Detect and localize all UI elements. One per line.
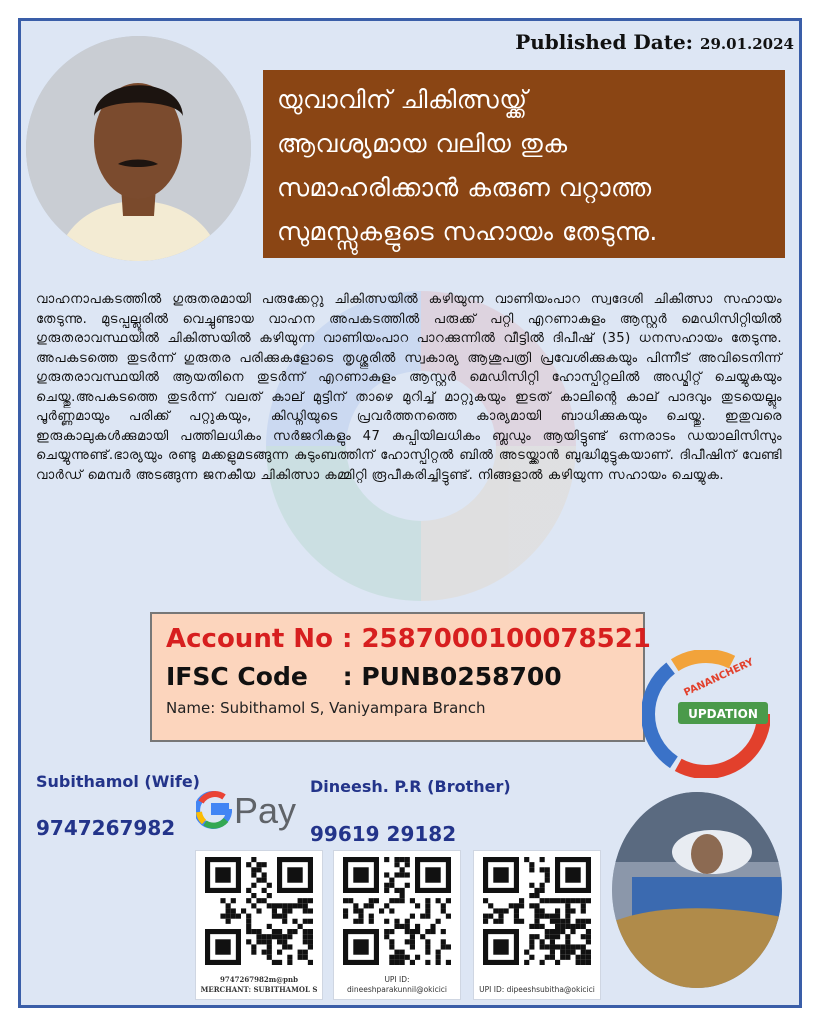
logo-top-text: PANANCHERY <box>682 656 756 699</box>
brother-phone[interactable]: 99619 29182 <box>310 822 457 846</box>
patient-photo <box>612 792 782 988</box>
published-label: Published Date: <box>515 30 694 54</box>
qr-pattern-icon <box>343 857 451 965</box>
qr-3-caption-1: UPI ID: dipeeshsubitha@okicici <box>479 985 595 994</box>
qr-pattern-icon <box>205 857 313 965</box>
google-g-icon <box>196 790 232 830</box>
ifsc-code: PUNB0258700 <box>361 662 562 691</box>
ifsc-line <box>166 662 629 691</box>
brother-label: Dineesh. P.R (Brother) <box>310 777 511 796</box>
wife-label: Subithamol (Wife) <box>36 772 200 791</box>
qr-1-caption-2: MERCHANT: SUBITHAMOL S <box>200 985 318 994</box>
published-date-value: 29.01.2024 <box>700 35 794 53</box>
qr-pattern-icon <box>483 857 591 965</box>
headline-line-1: യുവാവിന് ചികിത്സയ്ക്ക് <box>277 85 528 114</box>
gpay-text: Pay <box>234 790 297 831</box>
ifsc-label: IFSC Code : <box>166 662 362 691</box>
qr-code-2[interactable] <box>333 850 461 1000</box>
qr-1-caption-1: 9747267982m@pnb <box>220 975 298 984</box>
headline-line-4: സുമസ്സുകളുടെ സഹായം തേടുന്നു. <box>277 217 658 246</box>
person-photo <box>26 36 251 261</box>
qr-2-caption-1: UPI ID: dineeshparakunnil@okicici <box>347 975 447 994</box>
account-number: 2587000100078521 <box>361 624 651 654</box>
qr-code-3[interactable] <box>473 850 601 1000</box>
headline-line-3: സമാഹരിക്കാൻ കരുണ വറ്റാത്ത <box>277 173 652 202</box>
wife-phone[interactable]: 9747267982 <box>36 816 176 840</box>
account-label: Account No : <box>166 624 362 654</box>
pananchery-updation-logo <box>642 650 770 778</box>
gpay-logo <box>196 790 306 834</box>
headline-line-2: ആവശ്യമായ വലിയ തുക <box>277 129 568 158</box>
account-holder-name: Name: Subithamol S, Vaniyampara Branch <box>166 699 486 717</box>
published-date <box>515 30 794 54</box>
appeal-body-text: വാഹനാപകടത്തിൽ ഗുരുതരമായി പരുക്കേറ്റു ചികിത്സയിൽ കഴിയുന്ന വാണിയംപാറ സ്വദേശി ചികിത്സാ സഹായം തേടുന്നു. മുടപ്പല്ലൂരിൽ വെച്ചുണ്ടായ വാഹന അപകടത്തിൽ പരുക്ക് പറ്റി എറണാകുളം ആസ്റ്റർ മെഡിസിറ്റിയിൽ ഗുരുതരാവസ്ഥയിൽ ചികിത്സയിൽ കഴിയുന്ന വാണിയംപാറ പാറക്കുന്നിൽ വീട്ടിൽ ദിപീഷ് (35) ധനസഹായം തേടുന്നു. അപകടത്തെ തുടർന്ന് ഗുരുതര പരിക്കുകളോടെ തൃശ്ശൂരിൽ സ്വകാര്യ ആശുപത്രി പ്രവേശിക്കുകയും പിന്നീട് അവിടെനിന്ന് ഗുരുതരാവസ്ഥയിൽ ആയതിനെ തുടർന്ന് എറണാകുളം ആസ്റ്റർ മെഡിസിറ്റി ഹോസ്പിറ്റലിൽ അഡ്മിറ്റ് ചെയ്യുകയും ചെയ്തു.അപകടത്തെ തുടർന്ന് വലത് കാല് മുട്ടിന് താഴെ മുറിച്ച് മാറ്റുകയും ഇടത് കാലിന്റെ കാല് പാദവും തുടയെല്ലും പൂർണ്ണമായും പരിക്ക് പറ്റുകയും, കിഡ്നിയുടെ പ്രവർത്തനത്തെ കാര്യമായി ബാധിക്കുകയും ചെയ്തു. ഇതുവരെ ഇരുകാലുകൾക്കുമായി പത്തിലധികം സർജറികളും 47 കുപ്പിയിലധികം ബ്ലഡും ആയിട്ടുണ്ട് ഒന്നരാടം ഡയാലിസിസും ചെയ്യുന്നുണ്ട്.ഭാര്യയും രണ്ടു മക്കളുമടങ്ങുന്ന കുടുംബത്തിന് ഹോസ്പിറ്റൽ ബിൽ അടയ്ക്കാൻ ബുദ്ധിമുട്ടുകയാണ്. ദിപീഷിന് വേണ്ടി വാർഡ് മെമ്പർ അടങ്ങുന്ന ജനകീയ ചികിത്സാ കമ്മിറ്റി രൂപീകരിച്ചിട്ടുണ്ട്. നിങ്ങളാൽ കഴിയുന്ന സഹായം ചെയ്യുക. <box>36 292 782 483</box>
bank-details-box <box>150 612 651 742</box>
logo-band-text: UPDATION <box>688 707 758 721</box>
headline-banner <box>263 70 785 258</box>
account-number-line <box>166 624 651 654</box>
qr-code-1[interactable] <box>195 850 323 1000</box>
